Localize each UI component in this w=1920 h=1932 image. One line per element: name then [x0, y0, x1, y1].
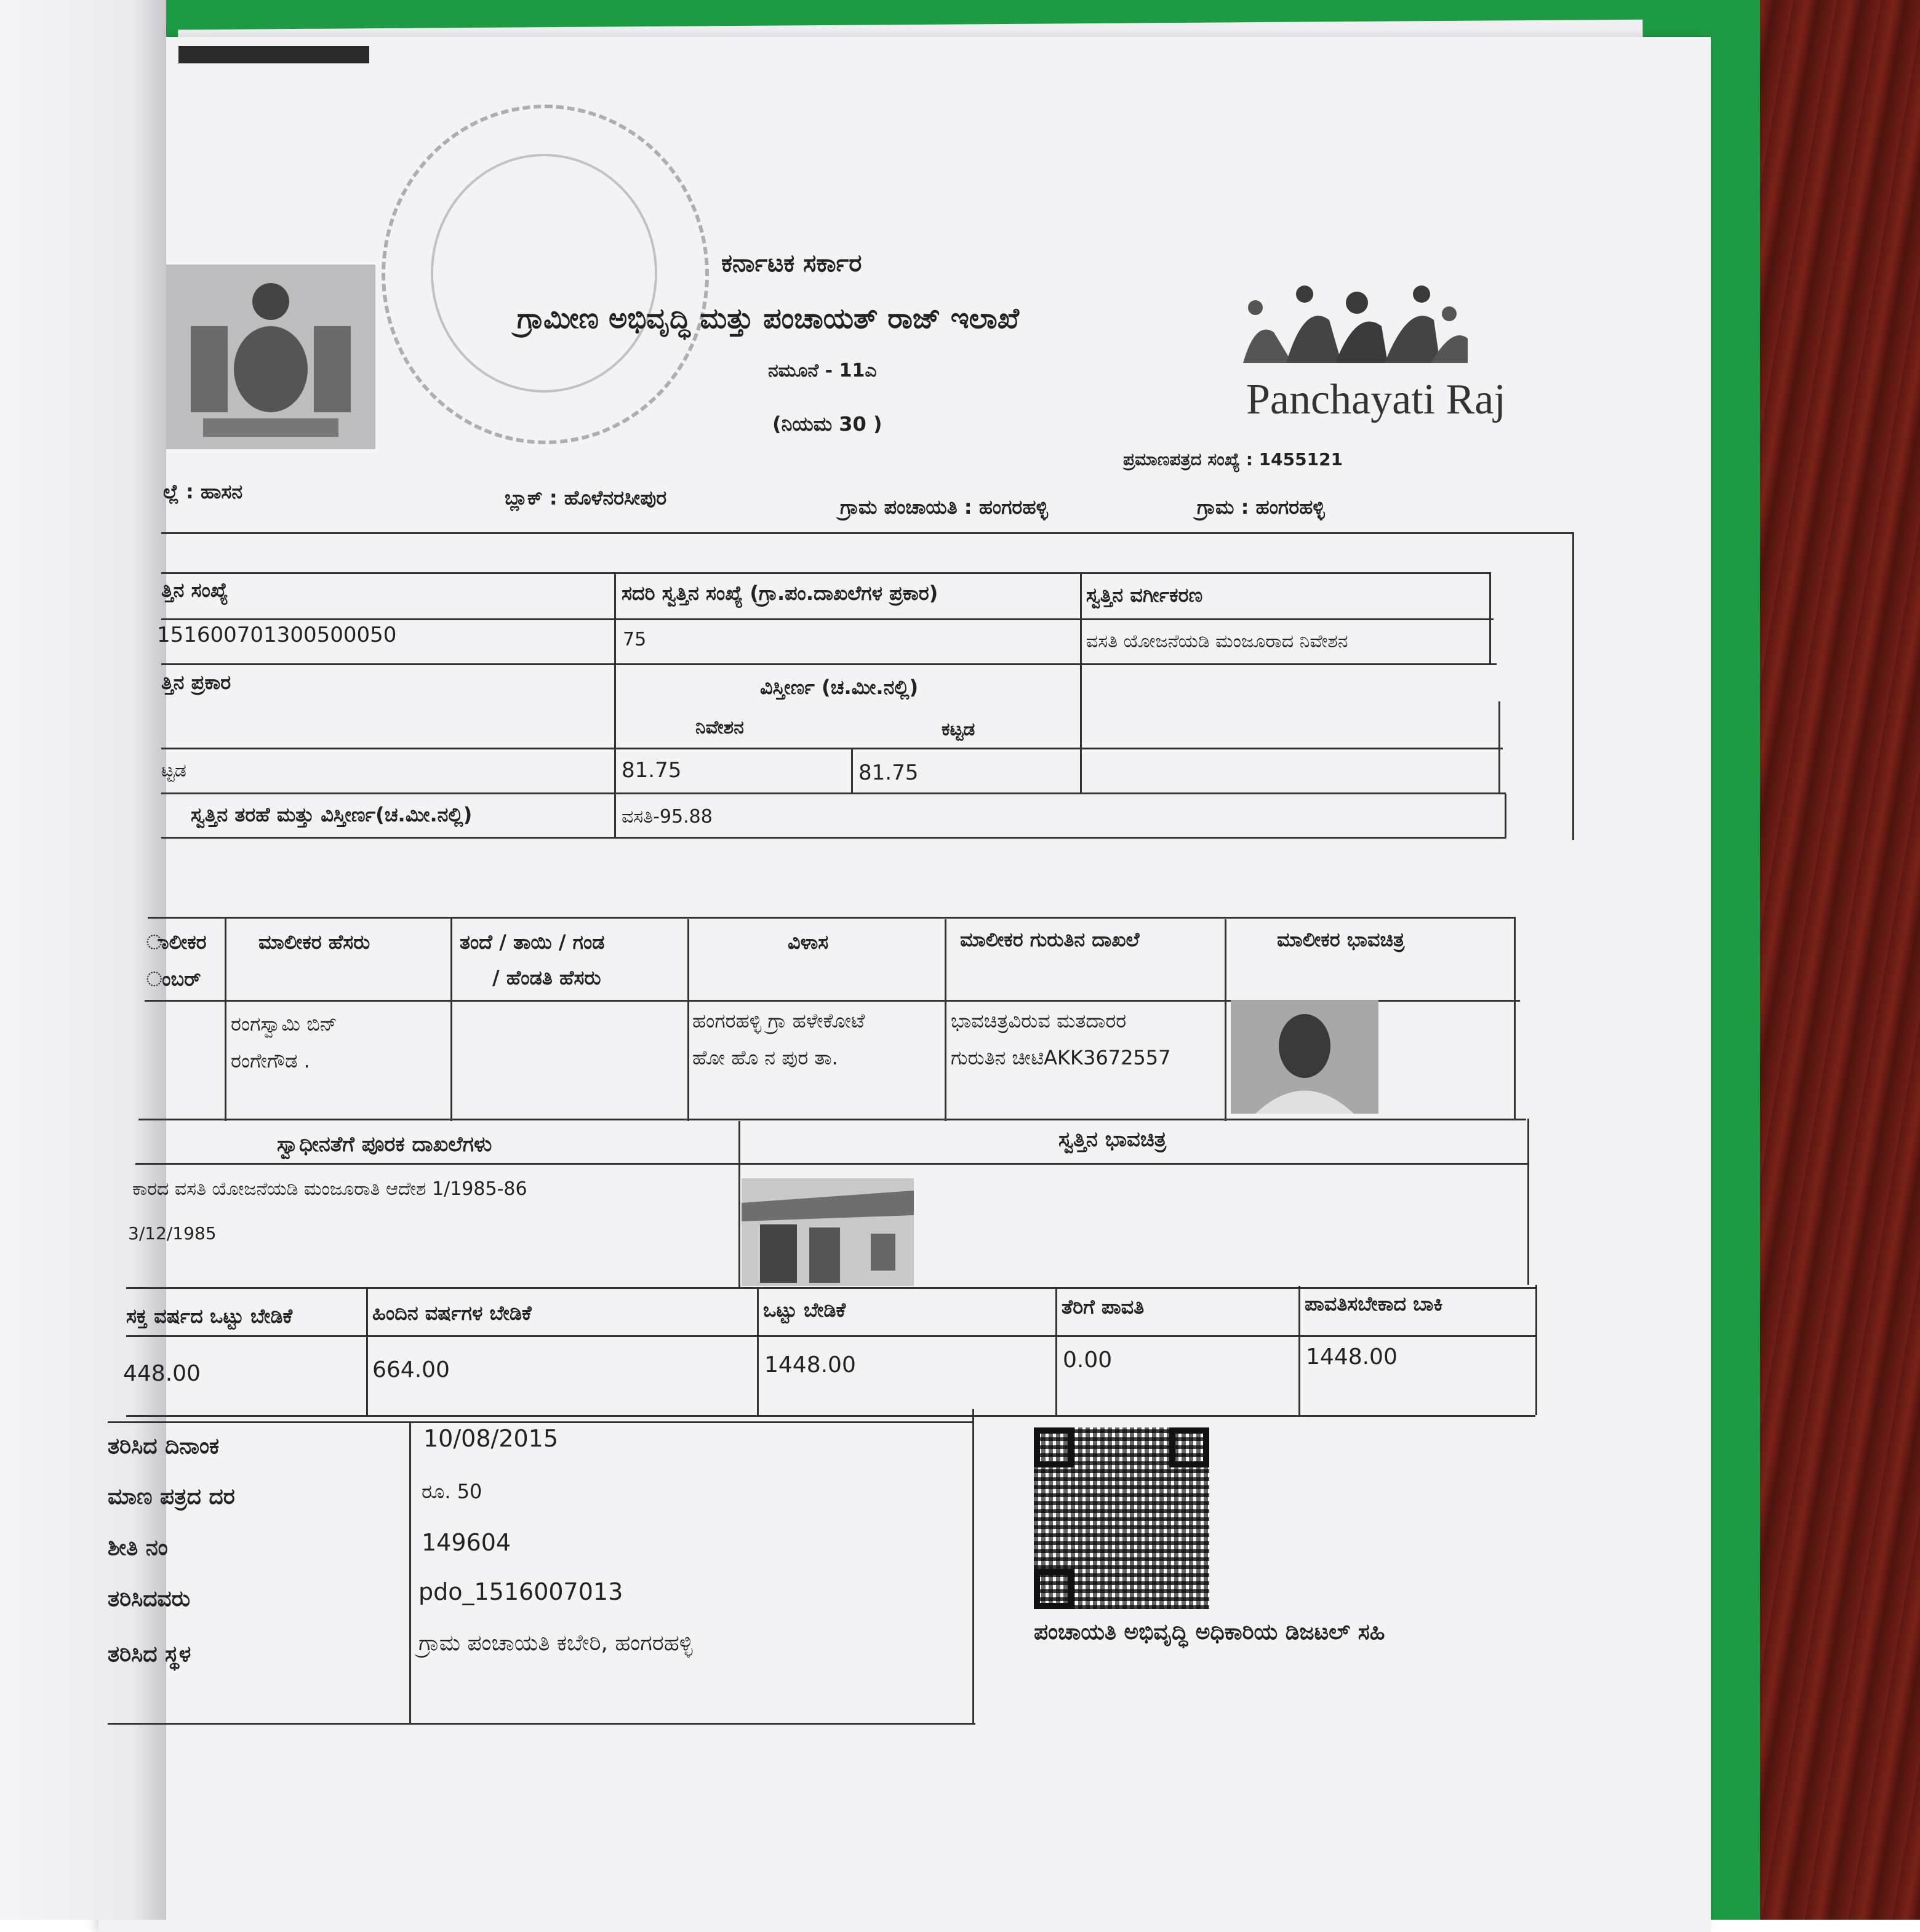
digital-signature-caption: ಪಂಚಾಯತಿ ಅಭಿವೃದ್ಧಿ ಅಧಿಕಾರಿಯ ಡಿಜಟಲ್ ಸಹಿ — [1034, 1619, 1385, 1645]
left-page-curl — [0, 0, 166, 1920]
property-number-label: ತ್ತಿನ ಸಂಖ್ಯೆ — [161, 578, 228, 602]
current-demand: 448.00 — [123, 1361, 201, 1386]
property-number: 1516007013005000​50 — [157, 623, 397, 647]
balance-due: 1448.00 — [1306, 1344, 1398, 1370]
issued-by-label: ತರಿಸಿದವರು — [108, 1586, 191, 1611]
parent-name-label-1: ತಂದೆ / ತಾಯಿ / ಗಂಡ — [460, 930, 605, 954]
usage-area: ವಸತಿ-95.88 — [622, 806, 713, 828]
previous-demand-label: ಹಿಂದಿನ ವರ್ಷಗಳ ಬೇಡಿಕೆ — [372, 1301, 532, 1325]
site-area: 81.75 — [622, 758, 682, 783]
document-line-1: ಕಾರದ ವಸತಿ ಯೋಜನೆಯಡಿ ಮಂಜೂರಾತಿ ಆದೇಶ 1/1985-86 — [132, 1178, 527, 1200]
document-line-2: 3/12/1985 — [128, 1223, 217, 1243]
certificate-number: ಪ್ರಮಾಣಪತ್ರದ ಸಂಖ್ಯೆ : 1455121 — [1123, 449, 1343, 469]
karnataka-emblem — [166, 265, 375, 449]
gram-panchayat: ಗ್ರಾಮ ಪಂಚಾಯತಿ : ಹಂಗರಹಳ್ಳಿ — [840, 495, 1048, 519]
total-demand-label: ಒಟ್ಟು ಬೇಡಿಕೆ — [763, 1298, 846, 1322]
address-label: ವಿಳಾಸ — [788, 930, 829, 954]
owner-name-label: ಮಾಲೀಕರ ಹೆಸರು — [258, 930, 370, 954]
previous-demand: 664.00 — [372, 1357, 450, 1383]
classification: ವಸತಿ ಯೋಜನೆಯಡಿ ಮಂಜೂರಾದ ನಿವೇಶನ — [1086, 631, 1348, 652]
fee: ರೂ. 50 — [422, 1480, 482, 1503]
owner-number-label-1: ಾಲೀಕರ — [146, 930, 207, 954]
form-number: ನಮೂನೆ - 11ಎ — [768, 360, 877, 381]
current-demand-label: ಸಕ್ತ ವರ್ಷದ ಒಟ್ಟು ಬೇಡಿಕೆ — [126, 1304, 293, 1328]
tax-paid: 0.00 — [1063, 1347, 1113, 1373]
classification-label: ಸ್ವತ್ತಿನ ವರ್ಗೀಕರಣ — [1086, 583, 1203, 607]
owner-photo-label: ಮಾಲೀಕರ ಭಾವಚಿತ್ರ — [1277, 928, 1405, 951]
issue-place: ಗ್ರಾಮ ಪಂಚಾಯತಿ ಕಬೇರಿ, ಹಂಗರಹಳ್ಳಿ — [418, 1631, 693, 1656]
owner-name-line-2: ರಂಗೇಗೌಡ . — [231, 1049, 310, 1072]
logo-text: Panchayati Raj — [1246, 376, 1506, 423]
department-title: ಗ್ರಾಮೀಣ ಅಭಿವೃದ್ಧಿ ಮತ್ತು ಪಂಚಾಯತ್ ರಾಜ್ ಇಲಾಖೆ — [517, 301, 1019, 335]
receipt-number: 149604 — [422, 1529, 511, 1556]
property-type: ಟ್ಟಡ — [161, 760, 186, 781]
owner-id-label: ಮಾಲೀಕರ ಗುರುತಿನ ದಾಖಲೆ — [960, 928, 1140, 951]
village: ಗ್ರಾಮ : ಹಂಗರಹಳ್ಳಿ — [1197, 495, 1325, 519]
usage-label: ಸ್ವತ್ತಿನ ತರಹೆ ಮತ್ತು ವಿಸ್ತೀರ್ಣ(ಚ.ಮೀ.ನಲ್ಲಿ) — [191, 803, 473, 826]
documents-label: ಸ್ವಾಧೀನತೆಗೆ ಪೂರಕ ದಾಖಲೆಗಳು — [277, 1132, 492, 1157]
building-area: 81.75 — [858, 760, 919, 785]
government-title: ಕರ್ನಾಟಕ ಸರ್ಕಾರ — [721, 249, 862, 277]
issue-date-label: ತರಿಸಿದ ದಿನಾಂಕ — [108, 1434, 220, 1459]
top-strip — [178, 46, 369, 63]
issue-date: 10/08/2015 — [423, 1425, 559, 1452]
total-demand: 1448.00 — [764, 1352, 856, 1378]
property-photo — [742, 1178, 914, 1286]
local-number-label: ಸದರಿ ಸ್ವತ್ತಿನ ಸಂಖ್ಯೆ (ಗ್ರಾ.ಪಂ.ದಾಖಲೆಗಳ ಪ್ರಕಾರ) — [622, 581, 938, 605]
issue-place-label: ತರಿಸಿದ ಸ್ಥಳ — [108, 1642, 191, 1667]
balance-due-label: ಪಾವತಿಸಬೇಕಾದ ಬಾಕಿ — [1305, 1292, 1443, 1315]
owner-photo — [1231, 1000, 1378, 1114]
owner-number-label-2: ಂಬರ್ — [146, 967, 201, 991]
panchayati-raj-logo — [1237, 283, 1471, 375]
fee-label: ಮಾಣ ಪತ್ರದ ದರ — [108, 1484, 235, 1509]
owner-id-line-2: ಗುರುತಿನ ಚೀಟಿAKK3672557 — [951, 1046, 1171, 1069]
owner-address-line-2: ಹೋ ಹೊ ನ ಪುರ ತಾ. — [692, 1046, 838, 1069]
rule-number: (ನಿಯಮ 30 ) — [772, 412, 882, 436]
owner-name-line-1: ರಂಗಸ್ವಾಮಿ ಬಿನ್ — [231, 1012, 337, 1036]
area-label: ವಿಸ್ತೀರ್ಣ (ಚ.ಮೀ.ನಲ್ಲಿ) — [760, 676, 919, 699]
owner-address-line-1: ಹಂಗರಹಳ್ಳಿ ಗ್ರಾ ಹಳೇಕೋಟೆ — [692, 1009, 865, 1032]
block: ಬ್ಲಾಕ್ : ಹೊಳೆನರಸೀಪುರ — [505, 486, 667, 509]
building-label: ಕಟ್ಟಡ — [942, 719, 975, 740]
parent-name-label-2: / ಹೆಂಡತಿ ಹೆಸರು — [492, 966, 601, 989]
property-type-label: ತ್ತಿನ ಪ್ರಕಾರ — [161, 671, 231, 694]
property-photo-label: ಸ್ವತ್ತಿನ ಭಾವಚಿತ್ರ — [1058, 1127, 1167, 1152]
tax-paid-label: ತೆರಿಗೆ ಪಾವತಿ — [1062, 1295, 1145, 1319]
site-label: ನಿವೇಶನ — [695, 717, 744, 738]
issued-by: pdo_1516007013 — [418, 1578, 623, 1605]
qr-code — [1034, 1427, 1209, 1609]
district: ಲ್ಲೆ : ಹಾಸನ — [163, 480, 243, 503]
owner-id-line-1: ಭಾವಚಿತ್ರವಿರುವ ಮತದಾರರ — [951, 1009, 1127, 1032]
receipt-label: ಶೀತಿ ನಂ — [108, 1535, 168, 1560]
local-number: 75 — [623, 629, 647, 650]
office-seal-inner-ring — [431, 154, 657, 393]
